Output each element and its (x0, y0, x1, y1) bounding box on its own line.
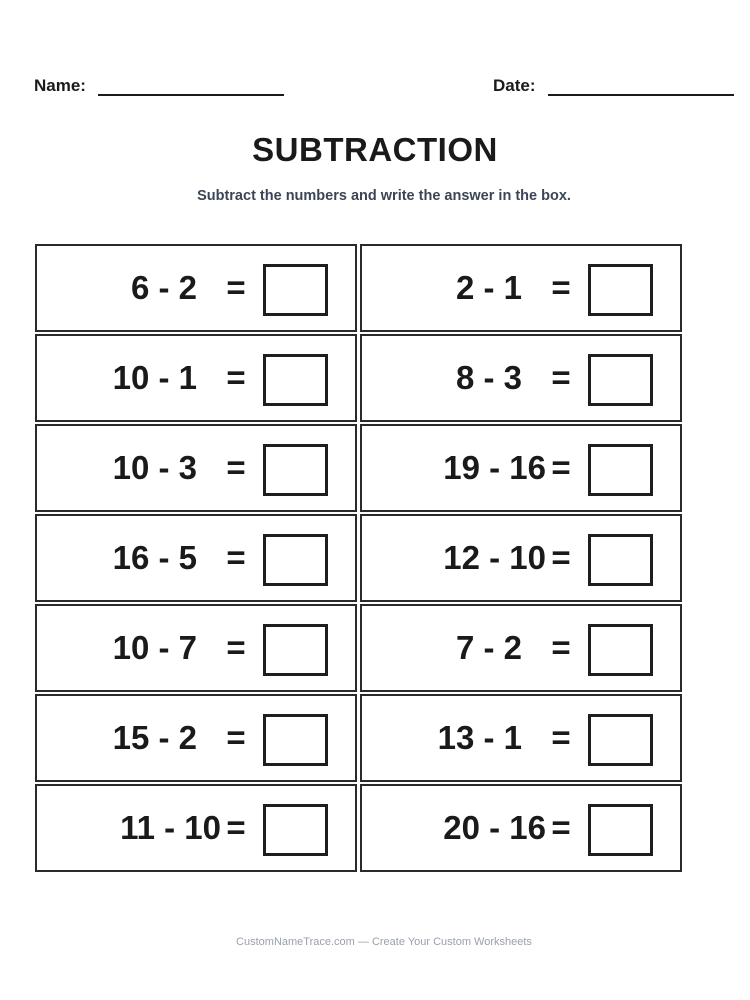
equals-sign: = (226, 269, 246, 306)
equals-sign: = (551, 539, 571, 576)
answer-box[interactable] (588, 534, 653, 586)
problem-cell (35, 694, 357, 782)
instructions: Subtract the numbers and write the answer in the box. (197, 188, 571, 204)
problem-cell (35, 514, 357, 602)
answer-box[interactable] (588, 444, 653, 496)
problem-expression: 20 - 16 (443, 809, 546, 846)
equals-sign: = (226, 449, 246, 486)
problem-expression: 10 - 7 (112, 629, 197, 666)
answer-box[interactable] (588, 624, 653, 676)
answer-box[interactable] (263, 264, 328, 316)
equals-sign: = (551, 629, 571, 666)
problem-cell (35, 334, 357, 422)
problem-expression: 7 - 2 (455, 629, 522, 666)
problem-cell (35, 604, 357, 692)
name-field (34, 76, 284, 96)
name-line[interactable] (98, 80, 284, 96)
problem-cell (35, 244, 357, 332)
problem-cell (360, 784, 682, 872)
problem-cell (360, 334, 682, 422)
answer-box[interactable] (263, 444, 328, 496)
problem-expression: 15 - 2 (112, 719, 197, 756)
problem-cell (360, 424, 682, 512)
equals-sign: = (226, 629, 246, 666)
answer-box[interactable] (263, 804, 328, 856)
answer-box[interactable] (263, 354, 328, 406)
problem-grid (35, 244, 682, 874)
date-field (493, 76, 734, 96)
answer-box[interactable] (588, 264, 653, 316)
problem-expression: 19 - 16 (443, 449, 546, 486)
problem-expression: 2 - 1 (455, 269, 522, 306)
problem-cell (35, 424, 357, 512)
equals-sign: = (551, 719, 571, 756)
problem-expression: 10 - 3 (112, 449, 197, 486)
answer-box[interactable] (588, 804, 653, 856)
problem-cell (360, 514, 682, 602)
page-title: SUBTRACTION (252, 131, 498, 168)
date-line[interactable] (548, 80, 734, 96)
answer-box[interactable] (263, 534, 328, 586)
equals-sign: = (226, 719, 246, 756)
equals-sign: = (226, 539, 246, 576)
equals-sign: = (226, 809, 246, 846)
problem-expression: 8 - 3 (455, 359, 522, 396)
date-label: Date: (493, 76, 536, 95)
answer-box[interactable] (588, 354, 653, 406)
equals-sign: = (226, 359, 246, 396)
equals-sign: = (551, 359, 571, 396)
equals-sign: = (551, 269, 571, 306)
answer-box[interactable] (588, 714, 653, 766)
problem-expression: 12 - 10 (443, 539, 546, 576)
problem-cell (35, 784, 357, 872)
answer-box[interactable] (263, 714, 328, 766)
equals-sign: = (551, 449, 571, 486)
equals-sign: = (551, 809, 571, 846)
problem-expression: 6 - 2 (130, 269, 197, 306)
problem-expression: 13 - 1 (437, 719, 522, 756)
problem-cell (360, 694, 682, 782)
problem-cell (360, 244, 682, 332)
name-label: Name: (34, 76, 86, 95)
answer-box[interactable] (263, 624, 328, 676)
problem-cell (360, 604, 682, 692)
problem-expression: 16 - 5 (112, 539, 197, 576)
header-row (34, 76, 736, 98)
problem-expression: 11 - 10 (120, 809, 221, 846)
footer-credit: CustomNameTrace.com — Create Your Custom Worksheets (236, 936, 532, 948)
problem-expression: 10 - 1 (112, 359, 197, 396)
